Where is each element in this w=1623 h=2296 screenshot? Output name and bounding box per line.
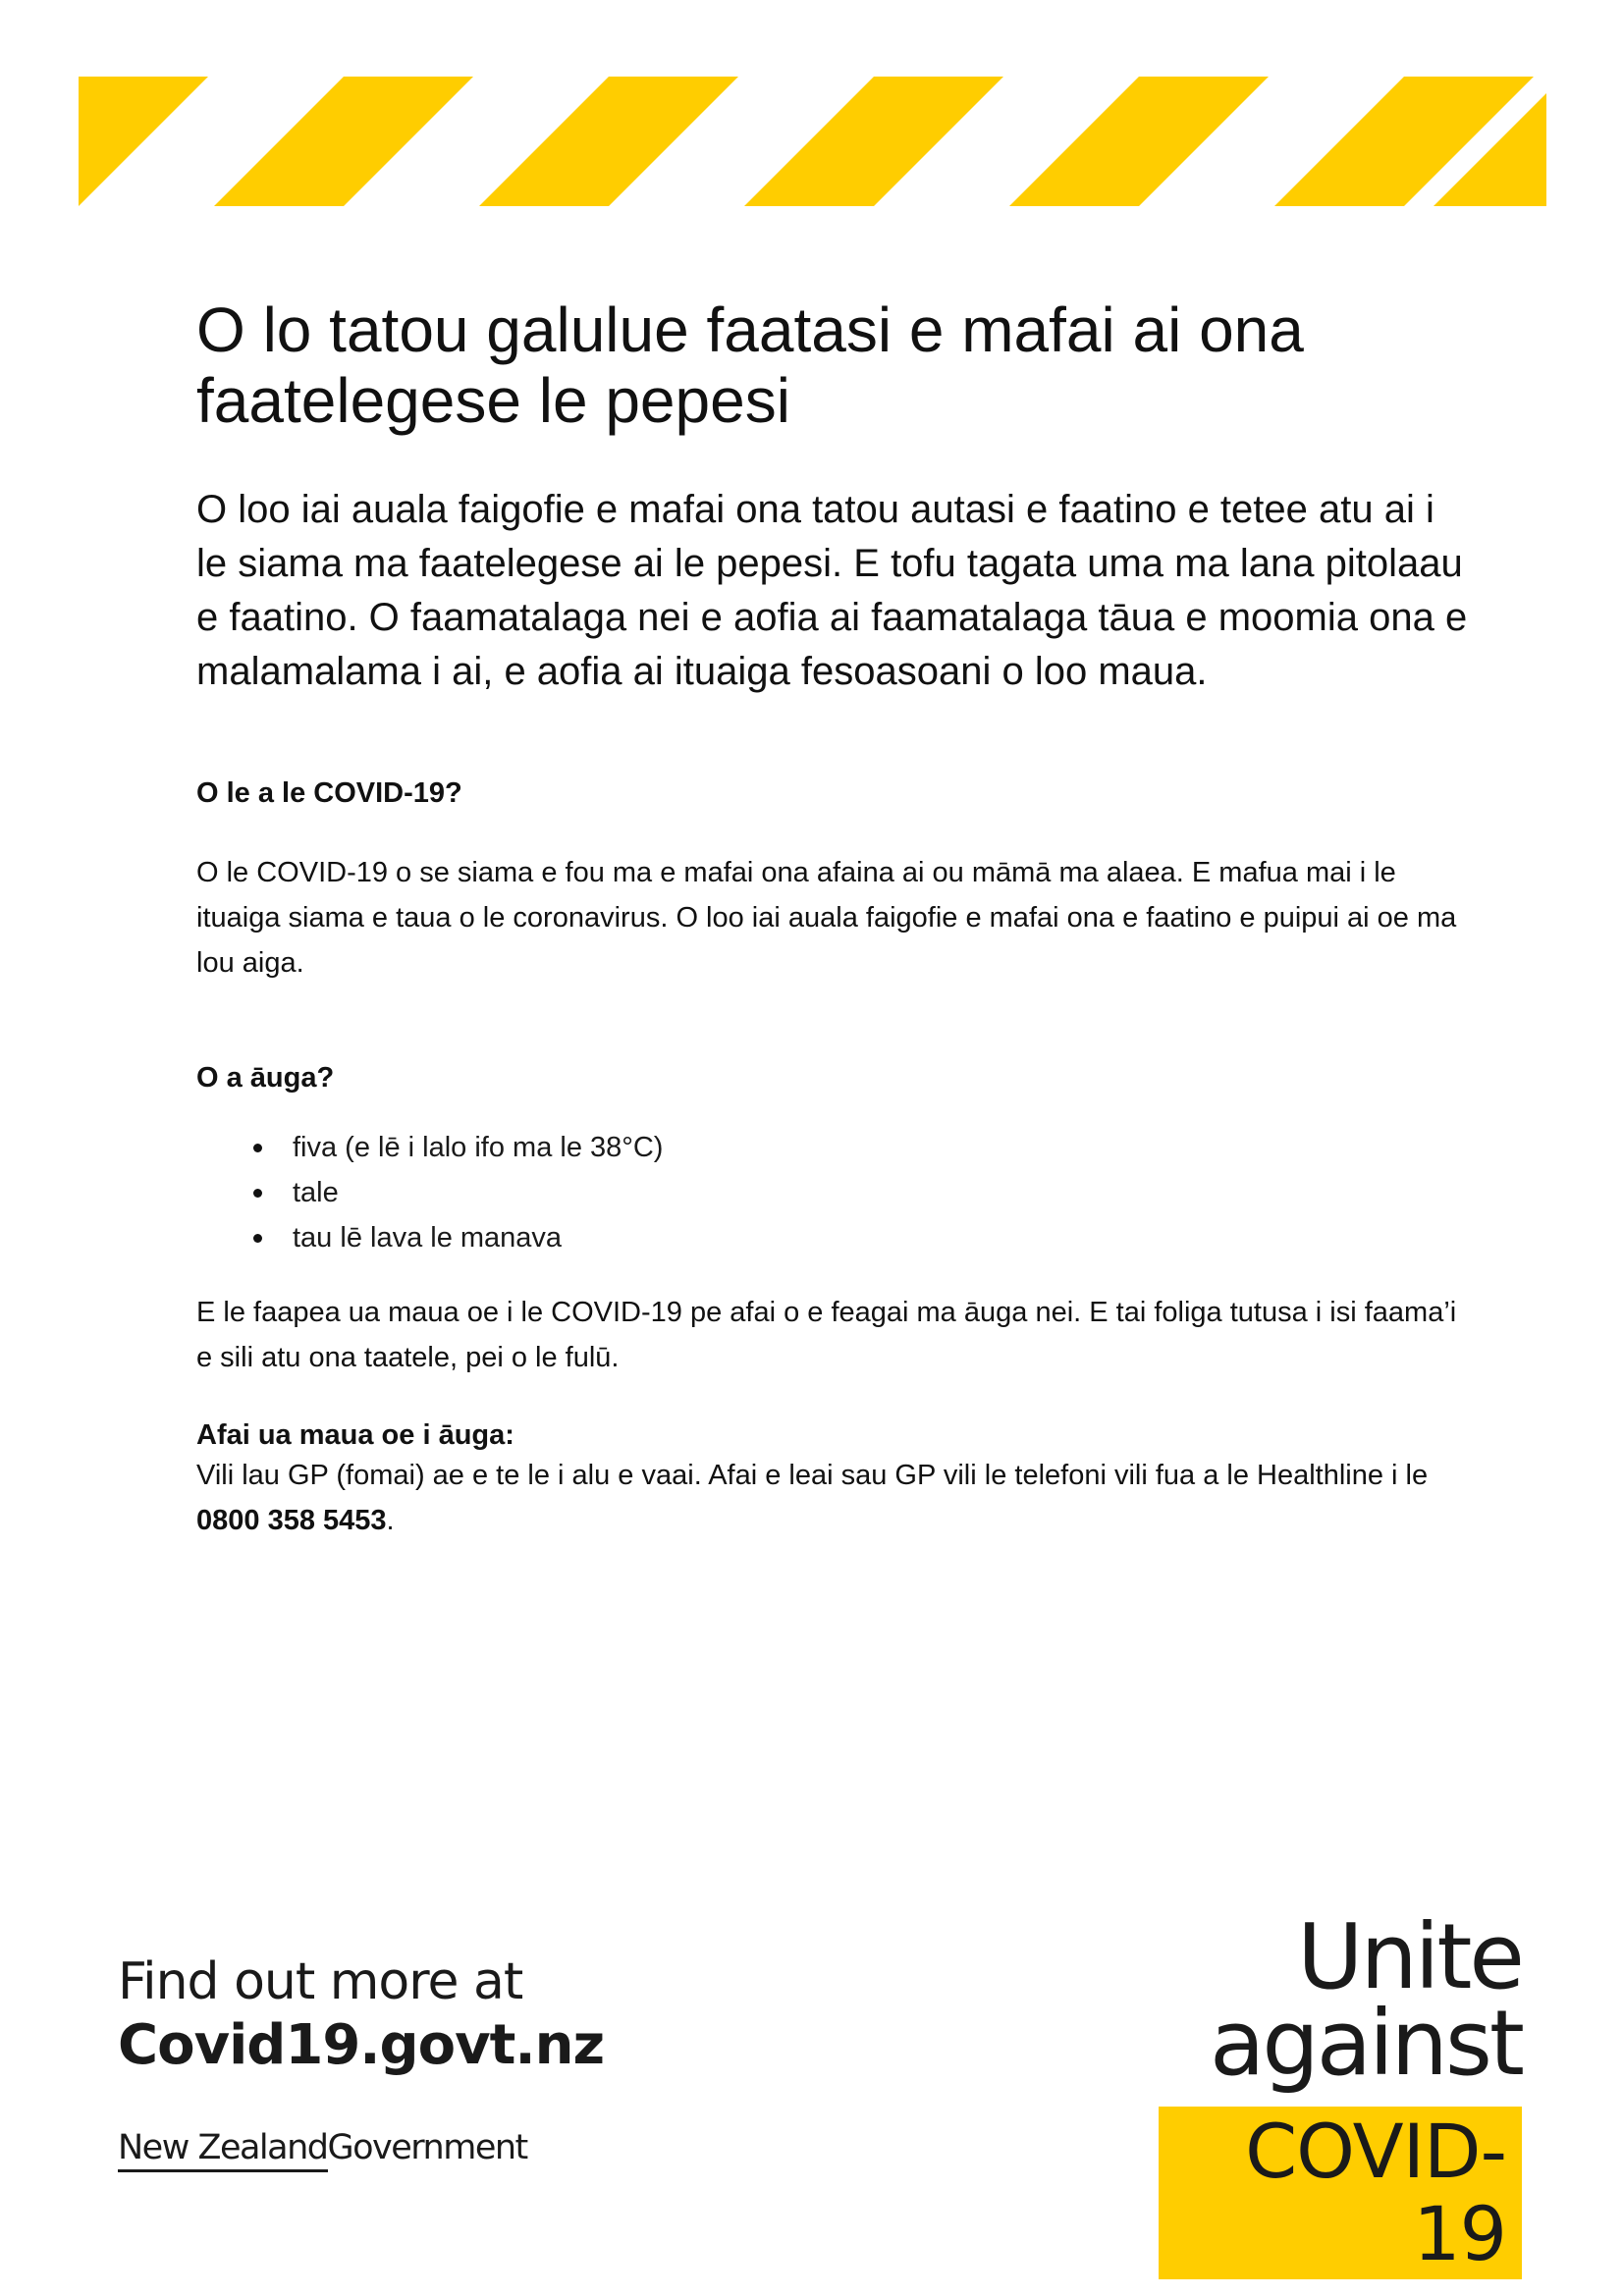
bullet-icon (253, 1144, 262, 1152)
list-item (253, 1170, 1473, 1215)
find-out-text: Find out more at (118, 1952, 523, 2011)
section-body-if-symptoms (196, 1453, 1473, 1543)
section-heading-symptoms: O a āuga? (196, 1062, 335, 1094)
list-item-text: tale (293, 1177, 339, 1208)
healthline-text: Vili lau GP (fomai) ae e te le i alu e vaai. Afai e leai sau GP vili le telefoni vili fua a le Healthline i le (196, 1460, 1429, 1491)
stripe (1009, 77, 1269, 206)
section-body-covid: O le COVID-19 o se siama e fou ma e mafai ona afaina ai ou māmā ma alaea. E mafua mai i le ituaiga siama e taua o le coronavirus. O loo iai auala faigofie e mafai ona e faatino e puipui ai oe ma lou aiga. (196, 857, 1457, 979)
symptom-list (196, 1125, 1473, 1260)
list-item-text: fiva (e lē i lalo ifo ma le 38°C) (293, 1132, 664, 1163)
find-out-more-block (118, 1951, 604, 2079)
page-title: O lo tatou galulue faatasi e mafai ai ona faatelegese le pepesi (196, 294, 1304, 436)
nz-government-logo-word: Government (327, 2128, 527, 2167)
bullet-icon (253, 1234, 262, 1243)
section-heading-if-symptoms: Afai ua maua oe i āuga: (196, 1419, 514, 1451)
nz-government-logo-nz: New Zealand (118, 2128, 328, 2172)
stripe (744, 77, 1003, 206)
symptom-note: E le faapea ua maua oe i le COVID-19 pe afai o e feagai ma āuga nei. E tai foliga tutusa i isi faama’i e sili atu ona taatele, pei o le fulū. (196, 1297, 1457, 1373)
stripe (214, 77, 473, 206)
healthline-phone-number: 0800 358 5453 (196, 1505, 387, 1536)
list-item-text: tau lē lava le manava (293, 1222, 563, 1254)
intro-paragraph: O loo iai auala faigofie e mafai ona tatou autasi e faatino e tetee atu ai i le siama ma faatelegese ai le pepesi. E tofu tagata uma ma lana pitolaau e faatino. O faamatalaga nei e aofia ai faamatalaga tāua e moomia ona e malamalama i ai, e aofia ai ituaiga fesoasoani o loo maua. (196, 488, 1468, 693)
unite-against-covid-logo (1159, 1904, 1522, 2279)
logo-line-against: against (1209, 1991, 1522, 2096)
logo-line-unite: Unite (1297, 1904, 1522, 2009)
nz-government-logo (118, 2128, 527, 2167)
main-content (196, 294, 1473, 1543)
website-link[interactable]: Covid19.govt.nz (118, 2013, 605, 2077)
list-item (253, 1215, 1473, 1260)
logo-covid-badge: COVID-19 (1159, 2107, 1522, 2279)
bullet-icon (253, 1189, 262, 1198)
list-item (253, 1125, 1473, 1170)
stripe (479, 77, 738, 206)
sentence-end: . (386, 1505, 395, 1536)
yellow-stripes-banner (0, 0, 1623, 236)
section-heading-covid: O le a le COVID-19? (196, 777, 462, 809)
stripe (79, 77, 208, 206)
